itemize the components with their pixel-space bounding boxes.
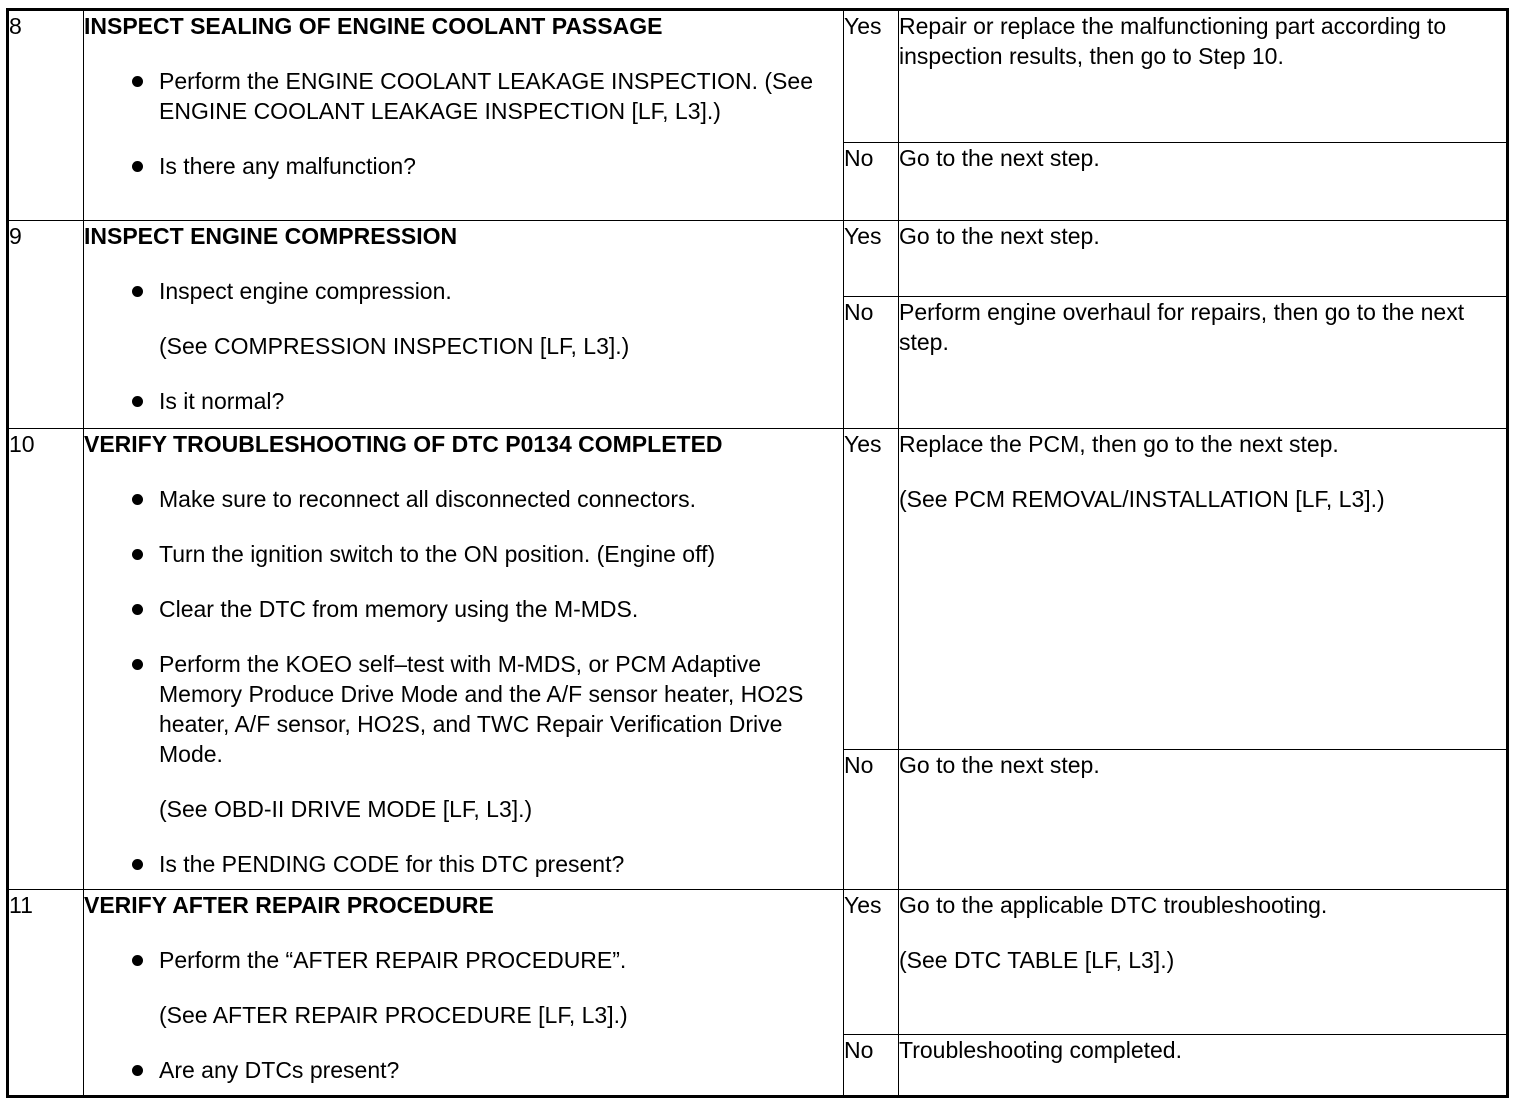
- yes-result: Replace the PCM, then go to the next step.: [899, 431, 1339, 457]
- no-label: No: [844, 750, 899, 890]
- step-heading: INSPECT SEALING OF ENGINE COOLANT PASSAGE: [84, 13, 663, 39]
- no-label: No: [844, 1035, 899, 1097]
- action-question: Is there any malfunction?: [84, 151, 843, 181]
- yes-label: Yes: [844, 429, 899, 750]
- action-question: Is the PENDING CODE for this DTC present?: [84, 849, 843, 879]
- yes-result-reference: (See PCM REMOVAL/INSTALLATION [LF, L3].): [899, 486, 1385, 512]
- action-item: Turn the ignition switch to the ON position. (Engine off): [84, 539, 843, 569]
- no-result: Perform engine overhaul for repairs, then go to the next step.: [899, 297, 1508, 429]
- step-9-yes-row: [8, 221, 1508, 297]
- action-item: Perform the “AFTER REPAIR PROCEDURE”.: [84, 945, 843, 975]
- action-item: Inspect engine compression.: [84, 276, 843, 306]
- no-result: Go to the next step.: [899, 750, 1508, 890]
- step-number: 11: [8, 890, 84, 1097]
- step-10-yes-row: [8, 429, 1508, 750]
- step-action-cell: [84, 221, 844, 429]
- yes-result: Go to the applicable DTC troubleshooting.: [899, 892, 1328, 918]
- action-question: Are any DTCs present?: [84, 1055, 843, 1085]
- yes-label: Yes: [844, 221, 899, 297]
- yes-label: Yes: [844, 10, 899, 143]
- no-result: Go to the next step.: [899, 143, 1508, 221]
- no-label: No: [844, 297, 899, 429]
- no-label: No: [844, 143, 899, 221]
- yes-label: Yes: [844, 890, 899, 1035]
- step-11-yes-row: [8, 890, 1508, 1035]
- step-number: 8: [8, 10, 84, 221]
- step-heading: VERIFY TROUBLESHOOTING OF DTC P0134 COMPLETED: [84, 431, 723, 457]
- action-reference: (See COMPRESSION INSPECTION [LF, L3].): [159, 333, 630, 359]
- step-heading: INSPECT ENGINE COMPRESSION: [84, 223, 458, 249]
- action-reference: (See OBD-II DRIVE MODE [LF, L3].): [159, 796, 533, 822]
- action-question: Is it normal?: [84, 386, 843, 416]
- action-reference: (See AFTER REPAIR PROCEDURE [LF, L3].): [159, 1002, 628, 1028]
- step-number: 9: [8, 221, 84, 429]
- yes-result: Repair or replace the malfunctioning part according to inspection results, then go to Step 10.: [899, 10, 1508, 143]
- step-heading: VERIFY AFTER REPAIR PROCEDURE: [84, 892, 494, 918]
- action-item: Make sure to reconnect all disconnected connectors.: [84, 484, 843, 514]
- no-result: Troubleshooting completed.: [899, 1035, 1508, 1097]
- action-item: Perform the KOEO self–test with M-MDS, or PCM Adaptive Memory Produce Drive Mode and the A/F sensor heater, HO2S heater, A/F sensor, HO2S, and TWC Repair Verification Drive Mode.: [84, 649, 843, 769]
- step-8-yes-row: [8, 10, 1508, 143]
- step-action-cell: [84, 10, 844, 221]
- action-item: Perform the ENGINE COOLANT LEAKAGE INSPECTION. (See ENGINE COOLANT LEAKAGE INSPECTION [LF, L3].): [84, 66, 843, 126]
- step-number: 10: [8, 429, 84, 890]
- step-action-cell: [84, 429, 844, 890]
- yes-result-cell: [899, 890, 1508, 1035]
- action-item: Clear the DTC from memory using the M-MDS.: [84, 594, 843, 624]
- yes-result-reference: (See DTC TABLE [LF, L3].): [899, 947, 1175, 973]
- yes-result-cell: [899, 429, 1508, 750]
- troubleshooting-table: [6, 8, 1509, 1098]
- yes-result: Go to the next step.: [899, 221, 1508, 297]
- step-action-cell: [84, 890, 844, 1097]
